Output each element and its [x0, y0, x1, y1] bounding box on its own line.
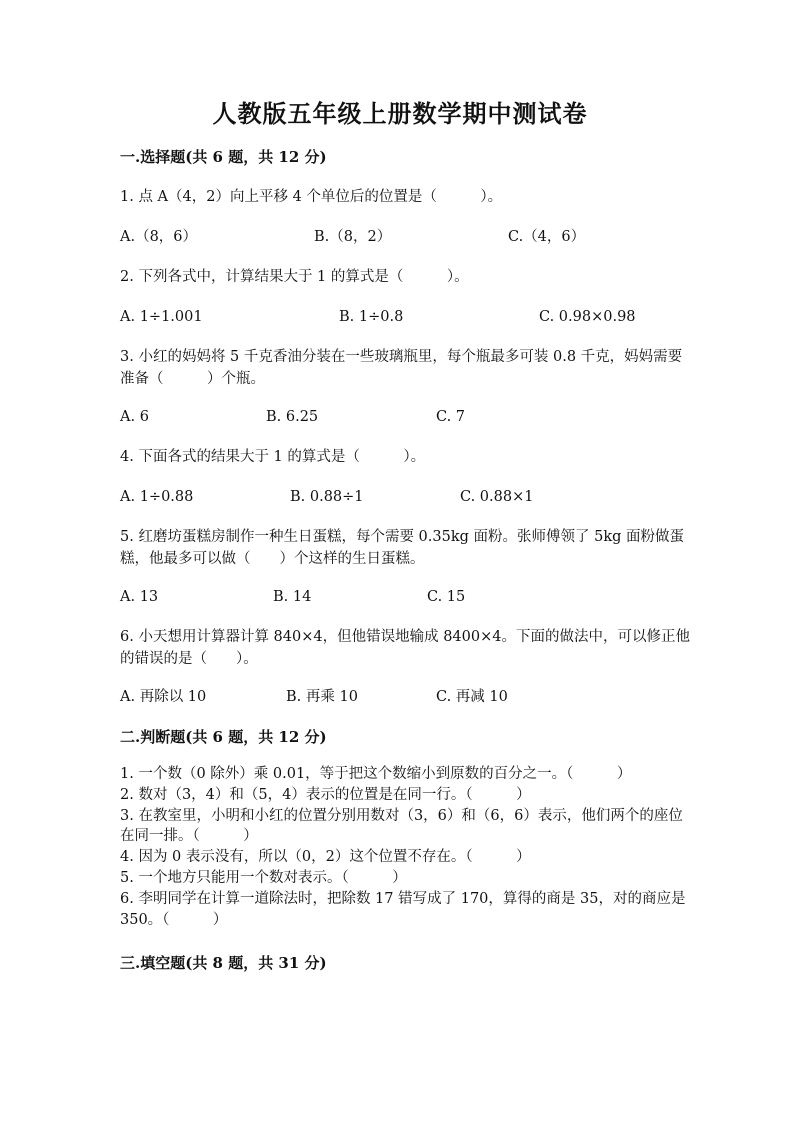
option-b: B. 1÷0.8 [339, 309, 404, 325]
option-b: B.（8，2） [314, 229, 392, 245]
question-text: 2. 下列各式中，计算结果大于 1 的算式是（ ）。 [120, 269, 469, 285]
section-heading-fill: 三.填空题(共 8 题，共 31 分) [120, 954, 327, 972]
question-text: 5. 红磨坊蛋糕房制作一种生日蛋糕，每个需要 0.35kg 面粉。张师傅领了 5kg 面粉做蛋糕，他最多可以做（ ）个这样的生日蛋糕。 [120, 529, 685, 567]
question-text: 1. 点 A（4，2）向上平移 4 个单位后的位置是（ ）。 [120, 189, 503, 205]
option-c: C. 再减 10 [436, 689, 508, 705]
list-item: 4. 因为 0 表示没有，所以（0，2）这个位置不存在。（ ） [120, 849, 531, 866]
list-item: 3. 在教室里，小明和小红的位置分别用数对（3，6）和（6，6）表示，他们两个的座位在同一排。（ ） [120, 807, 683, 845]
option-b: B. 0.88÷1 [290, 489, 364, 505]
question-text: 6. 小天想用计算器计算 840×4，但他错误地输成 8400×4。下面的做法中，可以修正他的错误的是（ ）。 [120, 629, 690, 667]
page-title: 人教版五年级上册数学期中测试卷 [212, 99, 588, 128]
question-text: 4. 下面各式的结果大于 1 的算式是（ ）。 [120, 449, 426, 465]
option-a: A. 1÷1.001 [120, 309, 203, 325]
option-a: A. 6 [120, 409, 149, 425]
list-item: 6. 李明同学在计算一道除法时，把除数 17 错写成了 170，算得的商是 35，对的商应是 350。（ ） [120, 890, 686, 928]
option-a: A. 再除以 10 [120, 689, 207, 705]
option-b: B. 再乘 10 [286, 689, 358, 705]
list-item: 5. 一个地方只能用一个数对表示。（ ） [120, 869, 407, 886]
option-c: C. 15 [427, 589, 466, 605]
option-c: C. 0.88×1 [460, 489, 534, 505]
option-a: A. 1÷0.88 [120, 489, 194, 505]
judge-list [120, 764, 690, 930]
question-text: 3. 小红的妈妈将 5 千克香油分装在一些玻璃瓶里，每个瓶最多可装 0.8 千克，妈妈需要准备（ ）个瓶。 [120, 349, 683, 387]
option-b: B. 6.25 [266, 409, 319, 425]
list-item: 1. 一个数（0 除外）乘 0.01，等于把这个数缩小到原数的百分之一。（ ） [120, 766, 632, 782]
option-b: B. 14 [273, 589, 312, 605]
option-a: A. 13 [120, 589, 159, 605]
section-heading-choice: 一.选择题(共 6 题，共 12 分) [120, 148, 327, 166]
option-c: C. 0.98×0.98 [539, 309, 636, 325]
option-c: C.（4，6） [508, 229, 586, 245]
section-heading-judge: 二.判断题(共 6 题，共 12 分) [120, 728, 327, 746]
option-c: C. 7 [436, 409, 466, 425]
list-item: 2. 数对（3，4）和（5，4）表示的位置是在同一行。（ ） [120, 786, 531, 803]
option-a: A.（8，6） [120, 229, 198, 245]
